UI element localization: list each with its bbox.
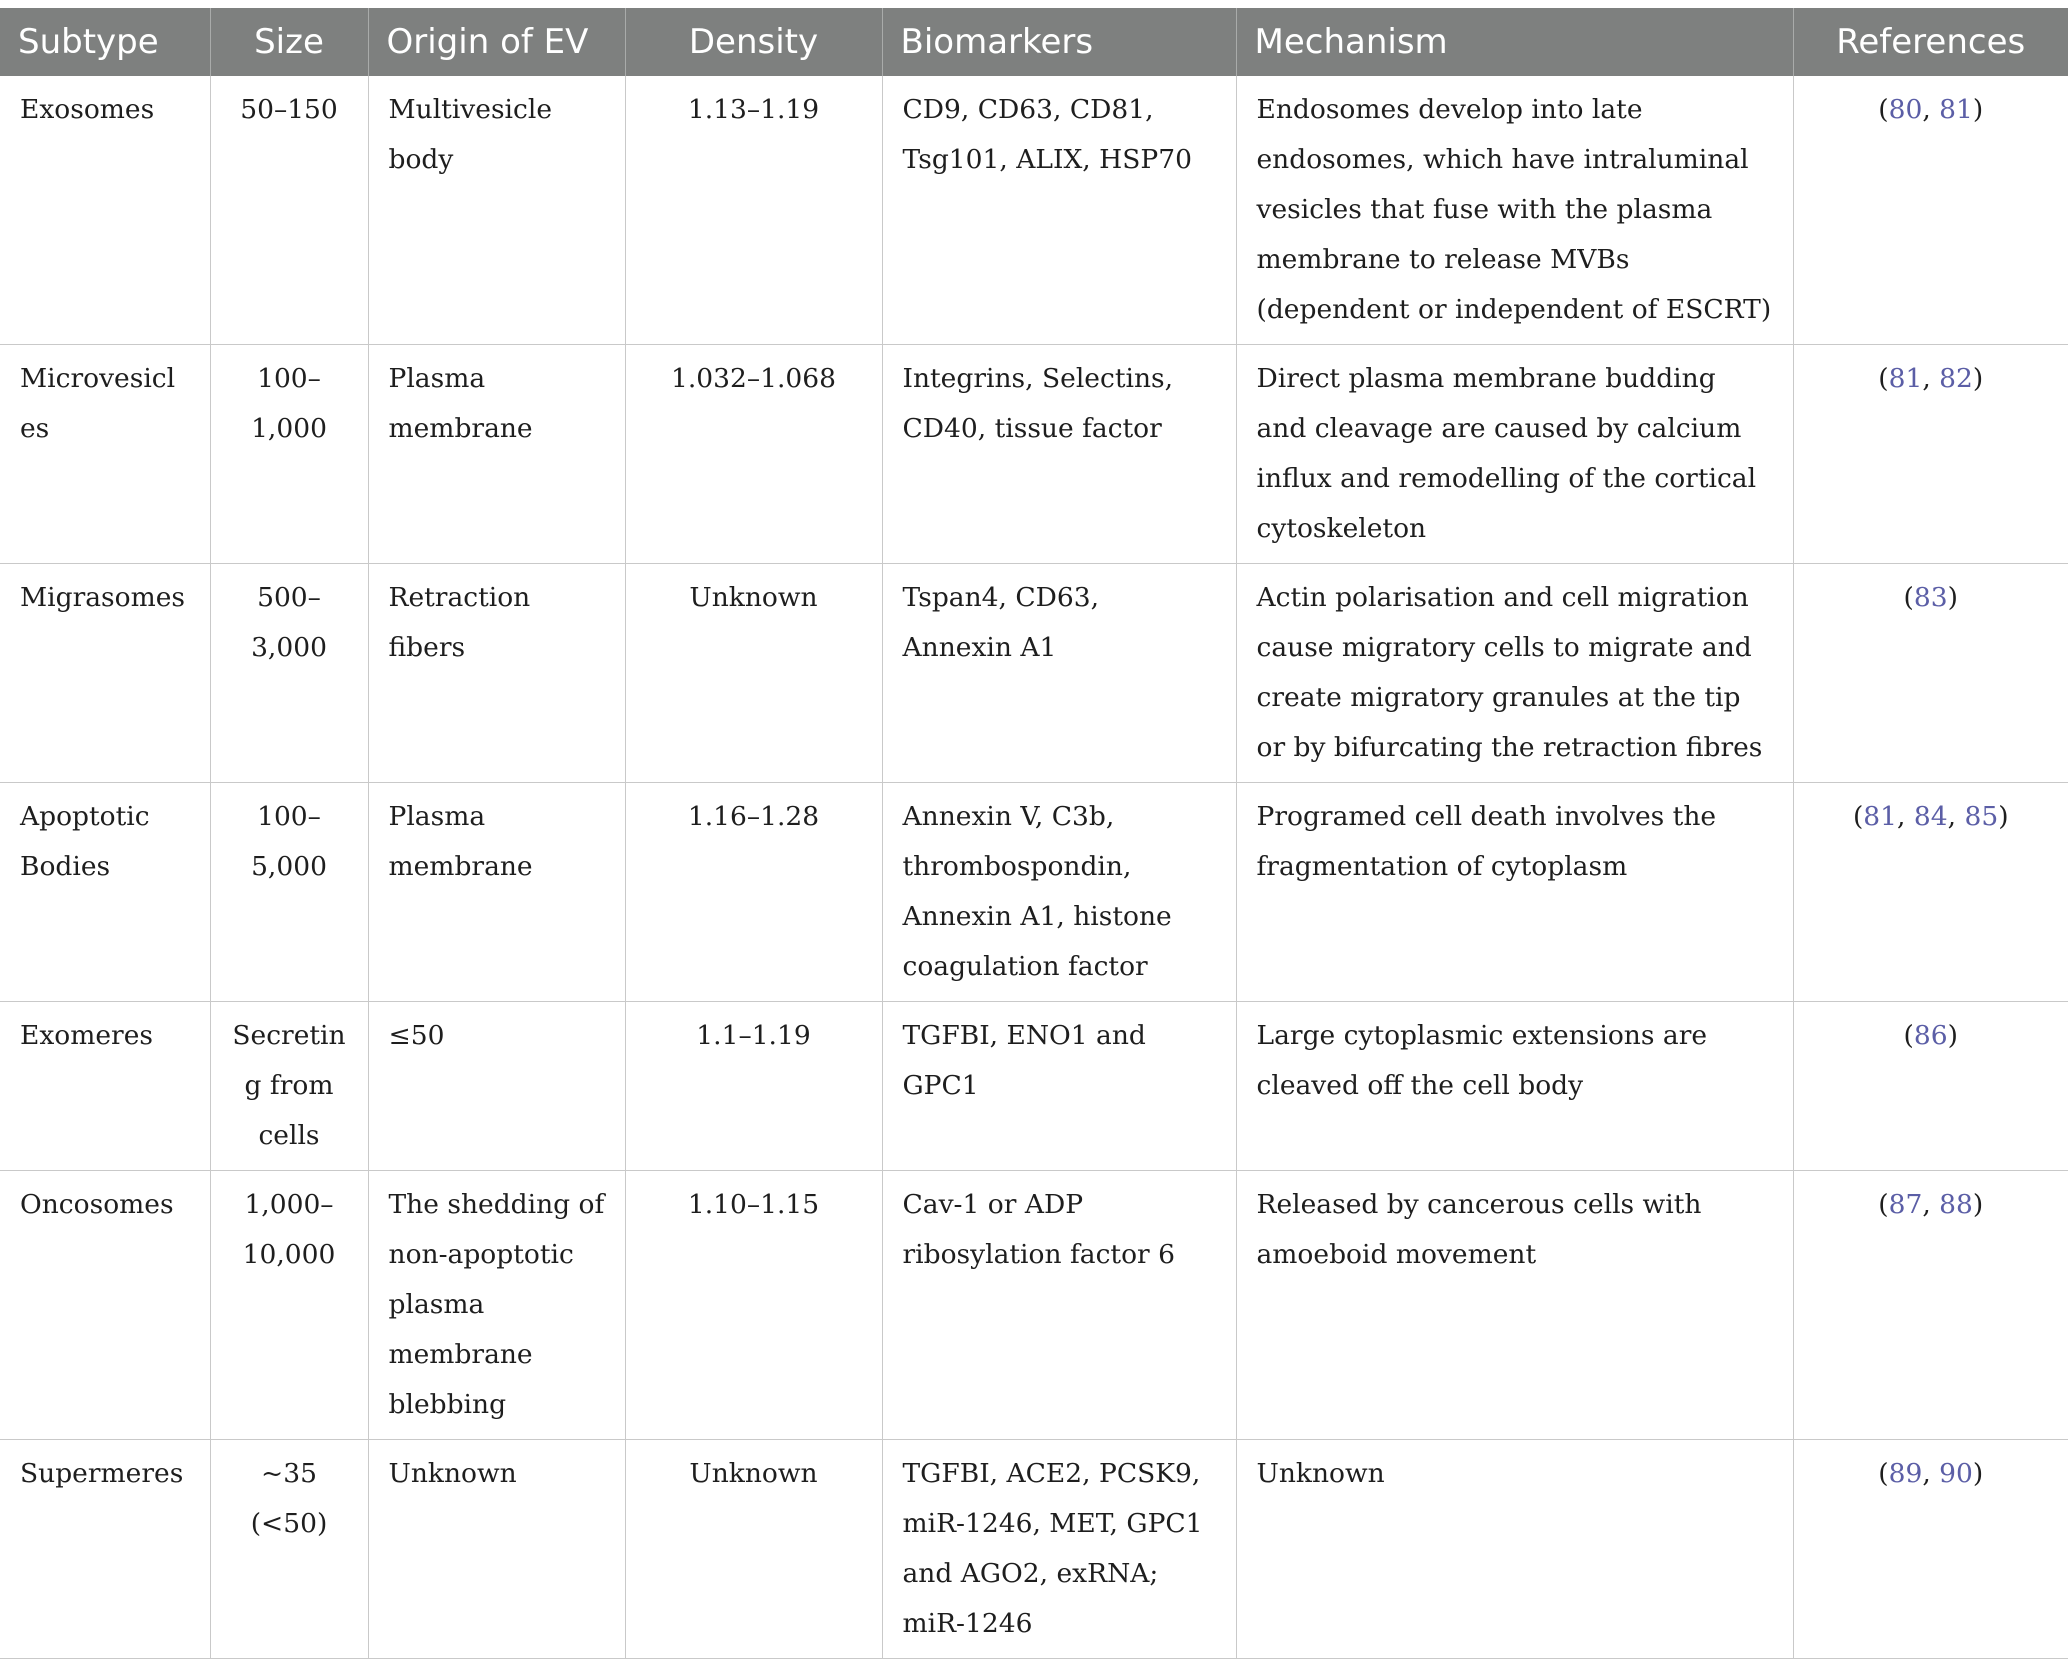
reference-link[interactable]: 82 <box>1939 363 1973 394</box>
column-header-density: Density <box>625 8 882 76</box>
cell-size: ~35 (<50) <box>210 1440 368 1659</box>
cell-mechanism: Large cytoplasmic extensions are cleaved off the cell body <box>1236 1002 1793 1171</box>
table-row <box>0 76 2068 345</box>
cell-mechanism: Released by cancerous cells with amoeboid movement <box>1236 1171 1793 1440</box>
ref-close-paren: ) <box>1972 94 1984 125</box>
ref-close-paren: ) <box>1947 582 1958 613</box>
cell-subtype: Migrasomes <box>0 564 210 783</box>
column-header-biomarkers: Biomarkers <box>882 8 1236 76</box>
table-row <box>0 1171 2068 1440</box>
reference-link[interactable]: 86 <box>1913 1020 1948 1051</box>
ref-close-paren: ) <box>1972 1189 1984 1220</box>
ref-open-paren: ( <box>1878 1458 1889 1489</box>
cell-size: 50–150 <box>210 76 368 345</box>
cell-origin: The shedding of non-apoptotic plasma membrane blebbing <box>368 1171 625 1440</box>
cell-references <box>1793 1171 2068 1440</box>
reference-link[interactable]: 81 <box>1888 363 1923 394</box>
cell-size: Secreting from cells <box>210 1002 368 1171</box>
cell-references <box>1793 76 2068 345</box>
ref-separator: , <box>1922 363 1940 394</box>
reference-link[interactable]: 90 <box>1939 1458 1973 1489</box>
cell-subtype: Microvesicles <box>0 345 210 564</box>
cell-density: Unknown <box>625 1440 882 1659</box>
cell-biomarkers: Tspan4, CD63, Annexin A1 <box>882 564 1236 783</box>
column-header-size: Size <box>210 8 368 76</box>
cell-biomarkers: Integrins, Selectins, CD40, tissue factor <box>882 345 1236 564</box>
reference-link[interactable]: 84 <box>1913 801 1948 832</box>
column-header-references: References <box>1793 8 2068 76</box>
cell-biomarkers: CD9, CD63, CD81, Tsg101, ALIX, HSP70 <box>882 76 1236 345</box>
cell-biomarkers: Annexin V, C3b, thrombospondin, Annexin A1, histone coagulation factor <box>882 783 1236 1002</box>
ref-separator: , <box>1947 801 1965 832</box>
ref-separator: , <box>1922 94 1940 125</box>
reference-link[interactable]: 87 <box>1888 1189 1923 1220</box>
column-header-origin: Origin of EV <box>368 8 625 76</box>
reference-link[interactable]: 81 <box>1863 801 1898 832</box>
cell-density: 1.032–1.068 <box>625 345 882 564</box>
column-header-subtype: Subtype <box>0 8 210 76</box>
ref-close-paren: ) <box>1947 1020 1958 1051</box>
cell-mechanism: Direct plasma membrane budding and cleavage are caused by calcium influx and remodelling of the cortical cytoskeleton <box>1236 345 1793 564</box>
table-row <box>0 783 2068 1002</box>
cell-origin: Multivesicle body <box>368 76 625 345</box>
cell-biomarkers: TGFBI, ACE2, PCSK9, miR-1246, MET, GPC1 and AGO2, exRNA; miR-1246 <box>882 1440 1236 1659</box>
column-header-mechanism: Mechanism <box>1236 8 1793 76</box>
reference-link[interactable]: 80 <box>1888 94 1923 125</box>
cell-references <box>1793 1002 2068 1171</box>
cell-origin: ≤50 <box>368 1002 625 1171</box>
cell-mechanism: Programed cell death involves the fragmentation of cytoplasm <box>1236 783 1793 1002</box>
cell-biomarkers: Cav-1 or ADP ribosylation factor 6 <box>882 1171 1236 1440</box>
cell-references <box>1793 564 2068 783</box>
table-row <box>0 345 2068 564</box>
cell-origin: Plasma membrane <box>368 783 625 1002</box>
ev-subtypes-table <box>0 8 2068 1659</box>
cell-size: 100–5,000 <box>210 783 368 1002</box>
cell-origin: Unknown <box>368 1440 625 1659</box>
reference-link[interactable]: 88 <box>1939 1189 1973 1220</box>
cell-density: 1.13–1.19 <box>625 76 882 345</box>
cell-biomarkers: TGFBI, ENO1 and GPC1 <box>882 1002 1236 1171</box>
table-row <box>0 1002 2068 1171</box>
reference-link[interactable]: 81 <box>1939 94 1973 125</box>
ref-open-paren: ( <box>1878 1189 1889 1220</box>
ref-close-paren: ) <box>1998 801 2009 832</box>
ref-open-paren: ( <box>1878 94 1889 125</box>
cell-size: 500–3,000 <box>210 564 368 783</box>
cell-mechanism: Endosomes develop into late endosomes, which have intraluminal vesicles that fuse with the plasma membrane to release MVBs (dependent or independent of ESCRT) <box>1236 76 1793 345</box>
ref-close-paren: ) <box>1972 363 1984 394</box>
cell-density: 1.16–1.28 <box>625 783 882 1002</box>
reference-link[interactable]: 83 <box>1913 582 1948 613</box>
cell-origin: Retraction fibers <box>368 564 625 783</box>
cell-origin: Plasma membrane <box>368 345 625 564</box>
ref-open-paren: ( <box>1903 582 1914 613</box>
ref-separator: , <box>1897 801 1914 832</box>
ref-close-paren: ) <box>1972 1458 1984 1489</box>
cell-mechanism: Actin polarisation and cell migration cause migratory cells to migrate and create migratory granules at the tip or by bifurcating the retraction fibres <box>1236 564 1793 783</box>
cell-subtype: Supermeres <box>0 1440 210 1659</box>
cell-subtype: Apoptotic Bodies <box>0 783 210 1002</box>
cell-references <box>1793 345 2068 564</box>
cell-size: 100–1,000 <box>210 345 368 564</box>
cell-density: Unknown <box>625 564 882 783</box>
ev-subtypes-table-container <box>0 8 2068 1659</box>
ref-separator: , <box>1922 1189 1940 1220</box>
cell-subtype: Oncosomes <box>0 1171 210 1440</box>
table-body <box>0 76 2068 1659</box>
ref-separator: , <box>1922 1458 1940 1489</box>
cell-references <box>1793 1440 2068 1659</box>
cell-density: 1.1–1.19 <box>625 1002 882 1171</box>
ref-open-paren: ( <box>1878 363 1889 394</box>
cell-subtype: Exosomes <box>0 76 210 345</box>
cell-size: 1,000–10,000 <box>210 1171 368 1440</box>
reference-link[interactable]: 85 <box>1964 801 1999 832</box>
cell-density: 1.10–1.15 <box>625 1171 882 1440</box>
reference-link[interactable]: 89 <box>1888 1458 1923 1489</box>
header-row <box>0 8 2068 76</box>
table-row <box>0 1440 2068 1659</box>
ref-open-paren: ( <box>1903 1020 1914 1051</box>
cell-references <box>1793 783 2068 1002</box>
table-row <box>0 564 2068 783</box>
ref-open-paren: ( <box>1852 801 1864 832</box>
cell-mechanism: Unknown <box>1236 1440 1793 1659</box>
cell-subtype: Exomeres <box>0 1002 210 1171</box>
table-header <box>0 8 2068 76</box>
